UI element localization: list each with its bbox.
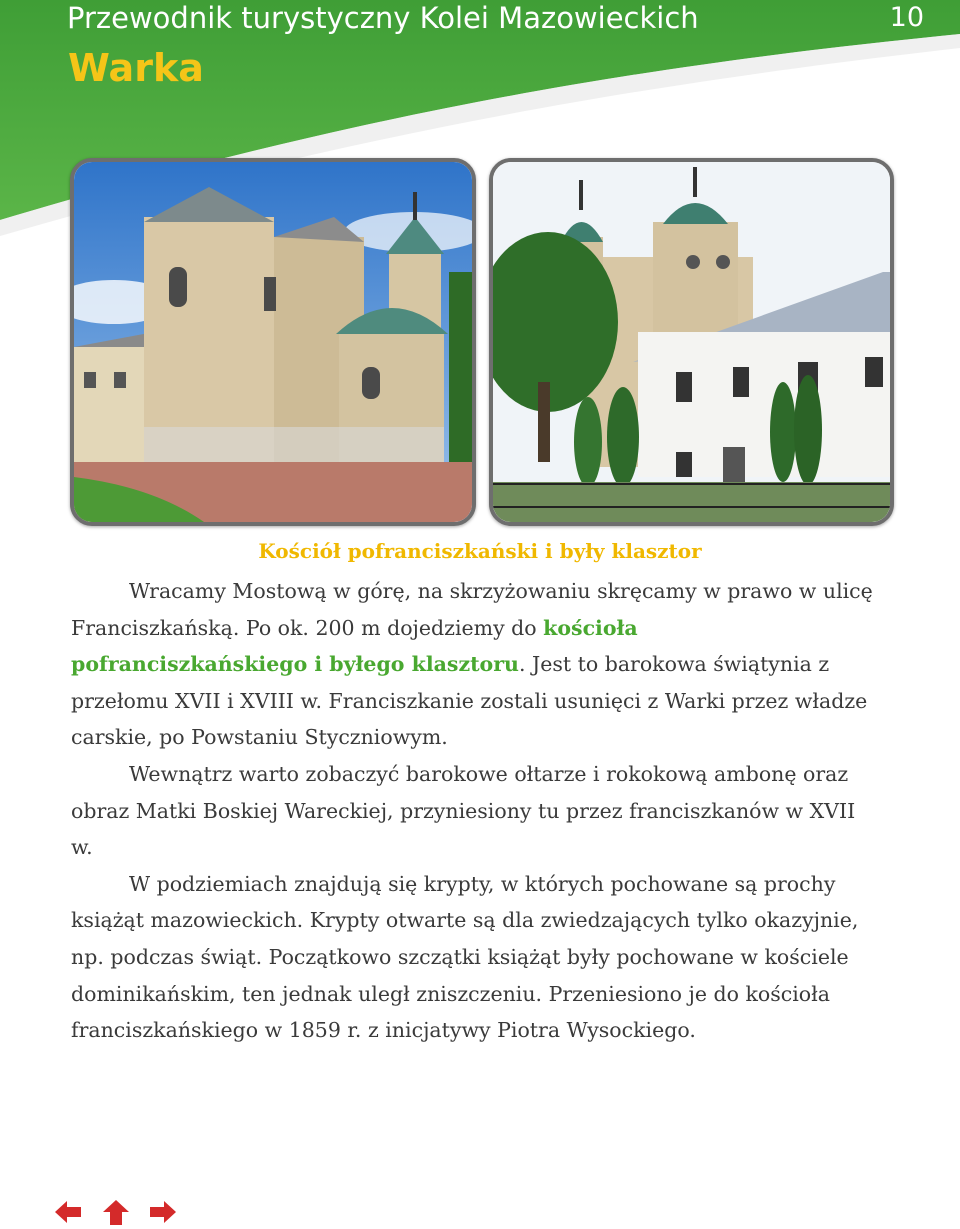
paragraph-1-text-start: Wracamy Mostową w górę, na skrzyżowaniu skręcamy w prawo w ulicę Franciszkańską. Po ok. 200 m dojedziemy do <box>71 579 873 640</box>
church-monastery-illustration <box>493 162 890 522</box>
logo-text-koleje: Koleje <box>776 1158 846 1184</box>
arrow-up-icon <box>101 1199 131 1225</box>
church-apse-illustration <box>74 162 472 522</box>
paragraph-1-text-end: . Jest to barokowa świątynia z przełomu XVII i XVIII w. Franciszkanie zostali usunięci z Warki przez władze carskie, po Powstaniu Styczniowym. <box>71 652 868 750</box>
section-caption: Kościół pofranciszkański i były klasztor <box>258 539 702 563</box>
article-body <box>71 573 875 1049</box>
arrow-right-icon <box>148 1199 178 1225</box>
logo-text-mazowieckie: Mazowieckie <box>776 1184 922 1210</box>
article-paragraph-1 <box>71 573 875 756</box>
church-apse-photo <box>70 158 476 526</box>
church-monastery-photo <box>489 158 894 526</box>
page-number: 10 <box>889 2 924 33</box>
previous-page-button[interactable] <box>53 1199 83 1225</box>
publication-title: Przewodnik turystyczny Kolei Mazowieckich <box>67 1 699 35</box>
next-page-button[interactable] <box>148 1199 178 1225</box>
page-up-button[interactable] <box>101 1199 131 1225</box>
arrow-left-icon <box>53 1199 83 1225</box>
town-title: Warka <box>68 46 204 90</box>
article-paragraph-3: W podziemiach znajdują się krypty, w których pochowane są prochy książąt mazowieckich. Krypty otwarte są dla zwiedzających tylko okazyjnie, np. podczas świąt. Początkowo szczątki książąt były pochowane w kościele dominikańskim, ten jednak uległ zniszczeniu. Przeniesiono je do kościoła franciszkańskiego w 1859 r. z inicjatywy Piotra Wysockiego. <box>71 871 859 1043</box>
article-paragraph-2: Wewnątrz warto zobaczyć barokowe ołtarze i rokokową ambonę oraz obraz Matki Boskiej Wareckiej, przyniesiony tu przez franciszkanów w XVII w. <box>71 761 856 860</box>
church-monastery-highlight: kościoła pofranciszkańskiego i byłego klasztoru <box>71 615 638 677</box>
